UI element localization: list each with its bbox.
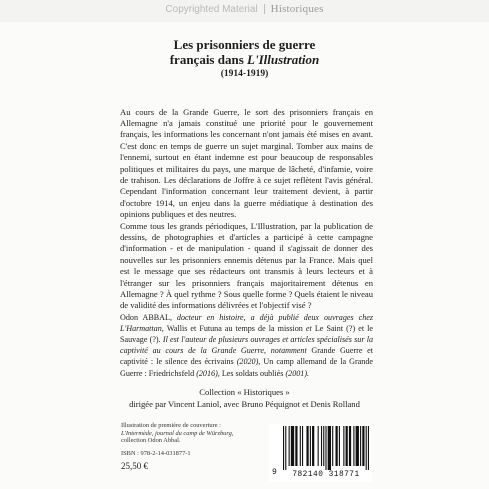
credits-line-1: Illustration de première de couverture : [121,422,221,429]
bio-title-4: Un camp allemand de la Grande Guerre : Friedrichsfeld [120,357,373,378]
bio-text-6: (2001). [283,368,310,378]
barcode-bar [289,426,290,466]
summary-paragraph-2: Comme tous les grands périodiques, L'Illustration, par la publication de dessins, de photographies et d'articles a participé à cette campagne d'information - et de manipulation - quand il s'agissait de donner des nouvelles sur les prisonniers ennemis détenus par la France. Mais quel est le message que ses rédacteurs ont transmis à leurs lecteurs et à l'étranger sur les prisonniers français majoritairement détenus en Allemagne ? À quel rythme ? Sous quelle forme ? Quels étaient le niveau de validité des informations délivrées et l'objectif visé ? [120,220,373,311]
summary-paragraph-1: Au cours de la Grande Guerre, le sort des prisonniers français en Allemagne n'a jamais constitué une priorité pour le gouvernement français, les informations les concernant n'ont jamais été mises en avant. C'est donc en temps de guerre un sujet marginal. Tomber aux mains de l'ennemi, surtout en étant indemne est pour beaucoup de responsables politiques et militaires du pays, une marque de lâcheté, d'infamie, voire de trahison. Les déclarations de Joffre à ce sujet reflètent l'avis général. Cependant l'information concernant leur traitement devient, à partir d'octobre 1914, un enjeu dans la guerre médiatique à destination des opinions publiques et des neutres. [120,106,373,220]
barcode-bar [283,426,284,470]
book-title-journal: L'Illustration [247,52,320,67]
barcode-bar [321,426,322,466]
barcode-bar [295,426,297,466]
barcode-bar [346,426,348,466]
barcode-bar [323,426,324,466]
barcode-lead-digit: 9 [272,468,277,477]
header-watermark [0,0,489,18]
barcode-bar [310,426,311,466]
price: 25,50 € [121,461,148,471]
barcode-bar [366,426,367,470]
barcode-bar [318,426,319,466]
collection-directors: dirigée par Vincent Laniol, avec Bruno Péquignot et Denis Rolland [129,399,360,409]
barcode-bar [332,426,333,466]
barcode-bar [356,426,359,466]
collection-name: Collection « Historiques » [199,387,290,397]
bio-text-3: . Il est l'auteur de plusieurs ouvrages et articles spécialisés sur la captivité au cours de la Grande Guerre, notamment [120,335,373,356]
author-name: Odon ABBAL [120,313,170,323]
bio-title-3: Grande Guerre et captivité : le silence des écrivains [120,346,373,367]
barcode-bar [353,426,354,466]
bio-title-2: Le Saint (?) et le Sauvage (?) [120,324,373,345]
barcode-bar [362,426,364,466]
watermark-separator [264,4,265,14]
book-title-line-1: Les prisonniers de guerre [173,37,316,52]
bio-text-5: (2016), [194,368,222,378]
bio-text-4: (2020), [233,357,264,367]
series-logo: Historiques [270,3,324,15]
book-dates: (1914-1919) [220,69,269,79]
book-title-prefix: français dans [169,52,248,67]
isbn: ISBN : 978-2-14-031877-1 [121,450,191,457]
barcode-bar [360,426,361,466]
author-bio [120,312,373,379]
barcode-bar [349,426,351,466]
barcode-bar [339,426,340,466]
barcode-bar [335,426,337,466]
barcode-bar [328,426,331,470]
barcode-block [269,424,372,482]
barcode [283,426,369,470]
credits-line-2: L'Intermède, journal du camp de Würzburg, [121,429,234,437]
barcode-bar [285,426,286,470]
barcode-bar [300,426,301,466]
barcode-bar [291,426,294,466]
barcode-bar [312,426,314,466]
barcode-digits: 782140 318771 [292,471,360,479]
bio-text-1: , docteur en histoire, a déjà publié deux ouvrages chez L'Harmattan, [120,313,373,334]
book-title-line-2 [0,52,489,68]
bio-title-1: Wallis et Futuna au temps de la mission [166,324,303,334]
cover-credits [121,422,261,445]
barcode-bar [325,426,326,470]
bio-text-2: et [302,324,315,334]
barcode-bar [302,426,303,466]
copyright-watermark: Copyrighted Material [165,3,258,15]
barcode-bar [306,426,308,466]
barcode-bar [343,426,344,466]
credits-line-3: collection Odon Abbal. [121,437,181,445]
bio-title-5: Les soldats oubliés [221,368,284,378]
barcode-bar [368,426,369,470]
